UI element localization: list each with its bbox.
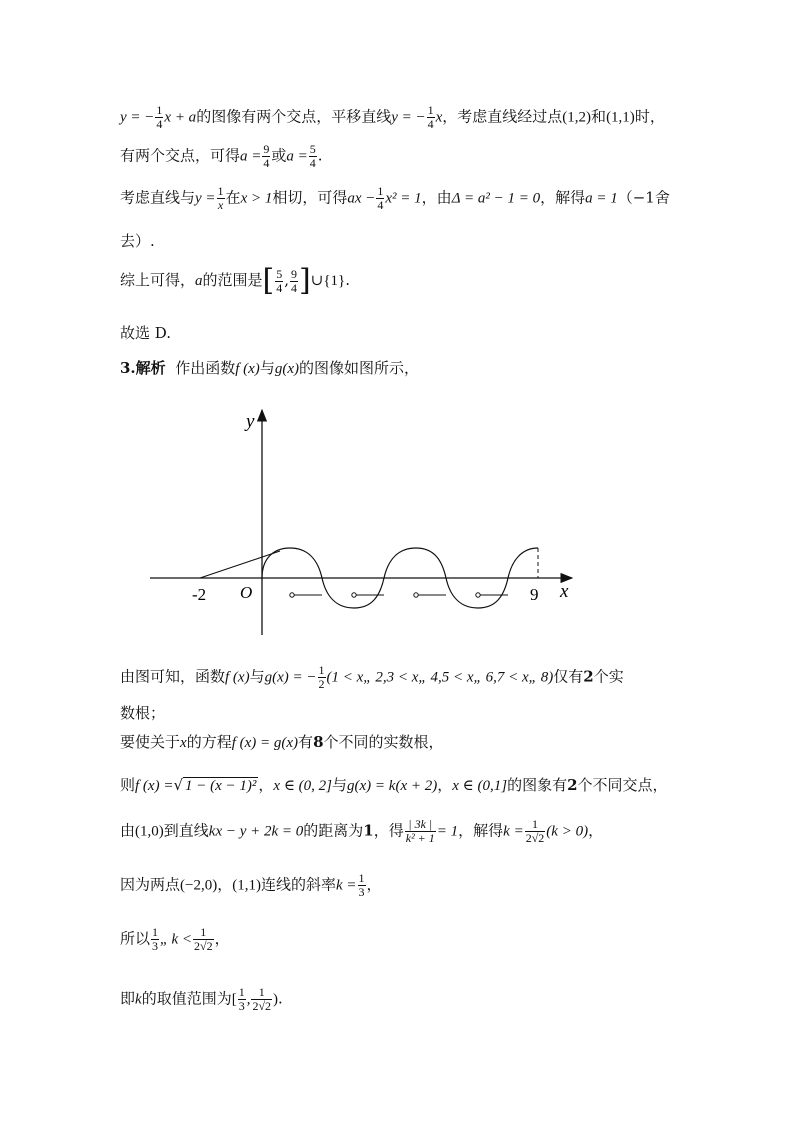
text: . (345, 271, 350, 289)
fraction: $\frac{5}{4}$ (309, 142, 316, 170)
math-expr: ) (273, 991, 279, 1008)
fraction: $\frac{1}{3}$ (152, 925, 159, 953)
text: . (317, 146, 323, 165)
text: 的范围是 (202, 271, 263, 289)
math-expr: k = (336, 877, 357, 894)
text: 由 (120, 821, 136, 840)
text: 的距离为 (303, 821, 364, 840)
text-line-13 (120, 872, 382, 899)
text: ，考虑直线经过点 (442, 107, 563, 126)
text: 综上可得， (120, 271, 196, 289)
text-line-2 (120, 143, 323, 170)
text: ，解得 (458, 821, 504, 840)
math-expr: (1,1) (232, 877, 261, 894)
text: 由图可知，函数 (120, 667, 226, 686)
fraction: $\frac{| 3k |}{\text{k² + 1}}$ (405, 817, 435, 845)
math-expr: (1 < x„ 2,3 < x„ 4,5 < x„ 6,7 < x„ 8) (326, 669, 554, 686)
line-gx (200, 551, 280, 578)
text: ， (214, 929, 230, 948)
text: 的取值范围为 (141, 989, 232, 1008)
text: ，解得 (540, 188, 586, 207)
math-expr: , (246, 991, 251, 1008)
math-expr: f (x) (225, 669, 250, 686)
function-graph (140, 400, 590, 645)
text: 去）. (120, 232, 155, 250)
section-label: 3.解析 (120, 359, 166, 377)
open-point (352, 593, 356, 597)
text: 仅有 (553, 667, 584, 686)
origin-label: O (240, 583, 253, 602)
math-expr: x ∈ (0,1] (452, 778, 508, 794)
text: 考虑直线与 (120, 188, 196, 207)
math-expr: k = (503, 823, 524, 840)
text: 8 (313, 733, 324, 751)
text: ， (217, 875, 233, 894)
text-line-5: 综上可得，a的范围是[ $\frac{5}{4}$ , $\frac{9}{4}$ ]∪{1}. (120, 263, 350, 298)
text: . (278, 989, 283, 1008)
text-line-9 (120, 702, 165, 723)
math-expr: kx − y + 2k = 0 (208, 823, 304, 840)
text: 2 (583, 667, 594, 686)
math-expr: (1,1) (606, 109, 635, 126)
math-expr: y = (195, 190, 216, 207)
sqrt-expr: 1 − (x − 1)² (185, 778, 257, 794)
math-expr: g(x) = k(x + 2) (347, 778, 438, 794)
text: 的图像有两个交点，平移直线 (196, 107, 392, 126)
tick-label-neg-two: -2 (192, 585, 207, 604)
text: 的图像如图所示， (298, 359, 419, 377)
text: 因为两点 (120, 875, 181, 894)
text-line-14 (120, 926, 230, 953)
text-line-7 (120, 357, 419, 378)
text: ， (258, 776, 274, 794)
fraction: $\frac{1}{4}$ (427, 103, 434, 131)
math-expr: x² = 1 (385, 190, 422, 207)
math-expr: x ∈ (0, 2] (273, 778, 333, 794)
text: 与 (249, 667, 265, 686)
fraction: $\frac{9}{4}$ (263, 142, 270, 170)
text: ，由 (421, 188, 452, 207)
math-expr: y = − (391, 109, 426, 126)
math-expr: Δ = a² − 1 = 0 (451, 190, 541, 207)
text: 作出函数 (175, 359, 236, 377)
text: 2 (567, 776, 578, 794)
math-expr: x + a (164, 109, 197, 126)
bracket: ] (299, 263, 311, 298)
fraction: $\frac{1}{2}$ (318, 663, 325, 691)
text: 个实 (593, 667, 624, 686)
math-expr: ∪{1} (310, 273, 346, 289)
math-expr: x > 1 (240, 190, 273, 207)
math-expr: (1,2) (562, 109, 592, 126)
text: 或 (271, 146, 287, 165)
tick-label-nine: 9 (530, 585, 539, 604)
text: 连线的斜率 (260, 875, 336, 894)
text-line-1 (120, 104, 665, 131)
text: 和 (591, 107, 607, 126)
math-expr: x (435, 109, 443, 126)
fraction: $\frac{1}{2√2}$ (194, 925, 213, 953)
text-line-11: 则f (x) =√ 1 − (x − 1)² ，x ∈ (0, 2]与g(x) = k(x + 2)，x ∈ (0,1]的图象有2个不同交点， (120, 776, 668, 794)
text: 与 (332, 776, 348, 794)
text: ， (588, 821, 604, 840)
text-line-4 (120, 230, 155, 251)
math-expr: f (x) (235, 361, 260, 377)
text-line-15 (120, 986, 283, 1013)
fraction: $\frac{1}{x}$ (217, 184, 224, 212)
math-expr: a = (286, 148, 308, 165)
fraction: $\frac{1}{4}$ (377, 184, 384, 212)
text: 要使关于 (120, 733, 181, 751)
math-expr: „ (160, 931, 167, 948)
math-expr: f (x) = (135, 778, 174, 794)
text: 的方程 (186, 733, 232, 751)
math-expr: (k > 0) (546, 823, 589, 840)
math-expr: f (x) = g(x) (231, 735, 299, 751)
math-expr: = 1 (436, 823, 459, 840)
math-expr: x (180, 735, 187, 751)
text-line-8 (120, 664, 624, 691)
fraction: $\frac{1}{2√2}$ (252, 985, 272, 1013)
fraction: $\frac{1}{3}$ (358, 871, 365, 899)
text: 在 (225, 188, 241, 207)
text: 个不同交点， (577, 776, 668, 794)
text-line-10 (120, 731, 444, 752)
text: 有 (298, 733, 314, 751)
math-expr: a = 1 (585, 190, 618, 207)
text: 数根； (120, 704, 166, 722)
text: 故选 D. (120, 324, 172, 342)
text-line-12 (120, 818, 603, 845)
fraction: $\frac{9}{4}$ (291, 266, 298, 295)
text: 的图象有 (507, 776, 568, 794)
text: 到直线 (163, 821, 209, 840)
math-expr: g(x) = − (264, 669, 317, 686)
text: 1 (363, 821, 374, 840)
text: 所以 (120, 929, 151, 948)
text: 时， (634, 107, 665, 126)
text: 即 (120, 989, 136, 1008)
text-line-3 (120, 185, 670, 212)
text: 个不同的实数根， (323, 733, 444, 751)
text: （−1舍 (617, 188, 670, 207)
text: 与 (259, 359, 275, 377)
text: 有两个交点，可得 (120, 146, 241, 165)
math-expr: a = (240, 148, 262, 165)
text: 相切，可得 (272, 188, 348, 207)
fraction: $\frac{5}{4}$ (276, 266, 283, 295)
text: ，得 (373, 821, 404, 840)
text: ， (437, 776, 453, 794)
y-axis-label: y (246, 411, 255, 432)
x-axis-label: x (560, 581, 569, 602)
math-expr: ax − (347, 190, 376, 207)
math-expr: k (135, 991, 142, 1008)
fraction: $\frac{1}{3}$ (238, 985, 245, 1013)
math-expr: (−2,0) (180, 877, 218, 894)
bracket: [ (262, 263, 275, 298)
math-expr: y = − (120, 109, 155, 126)
math-expr: (1,0) (135, 823, 164, 840)
open-point (476, 593, 480, 597)
math-expr: [ (231, 991, 237, 1008)
text: 则 (120, 776, 136, 794)
math-expr: k < (171, 931, 192, 948)
text: ， (366, 875, 382, 894)
fraction: $\frac{1}{4}$ (156, 103, 163, 131)
text-line-6 (120, 322, 171, 343)
open-point (414, 593, 418, 597)
math-expr: a (195, 273, 203, 289)
fraction: $\frac{1}{2√2}$ (525, 817, 545, 845)
math-expr: g(x) (274, 361, 299, 377)
open-point (290, 593, 294, 597)
